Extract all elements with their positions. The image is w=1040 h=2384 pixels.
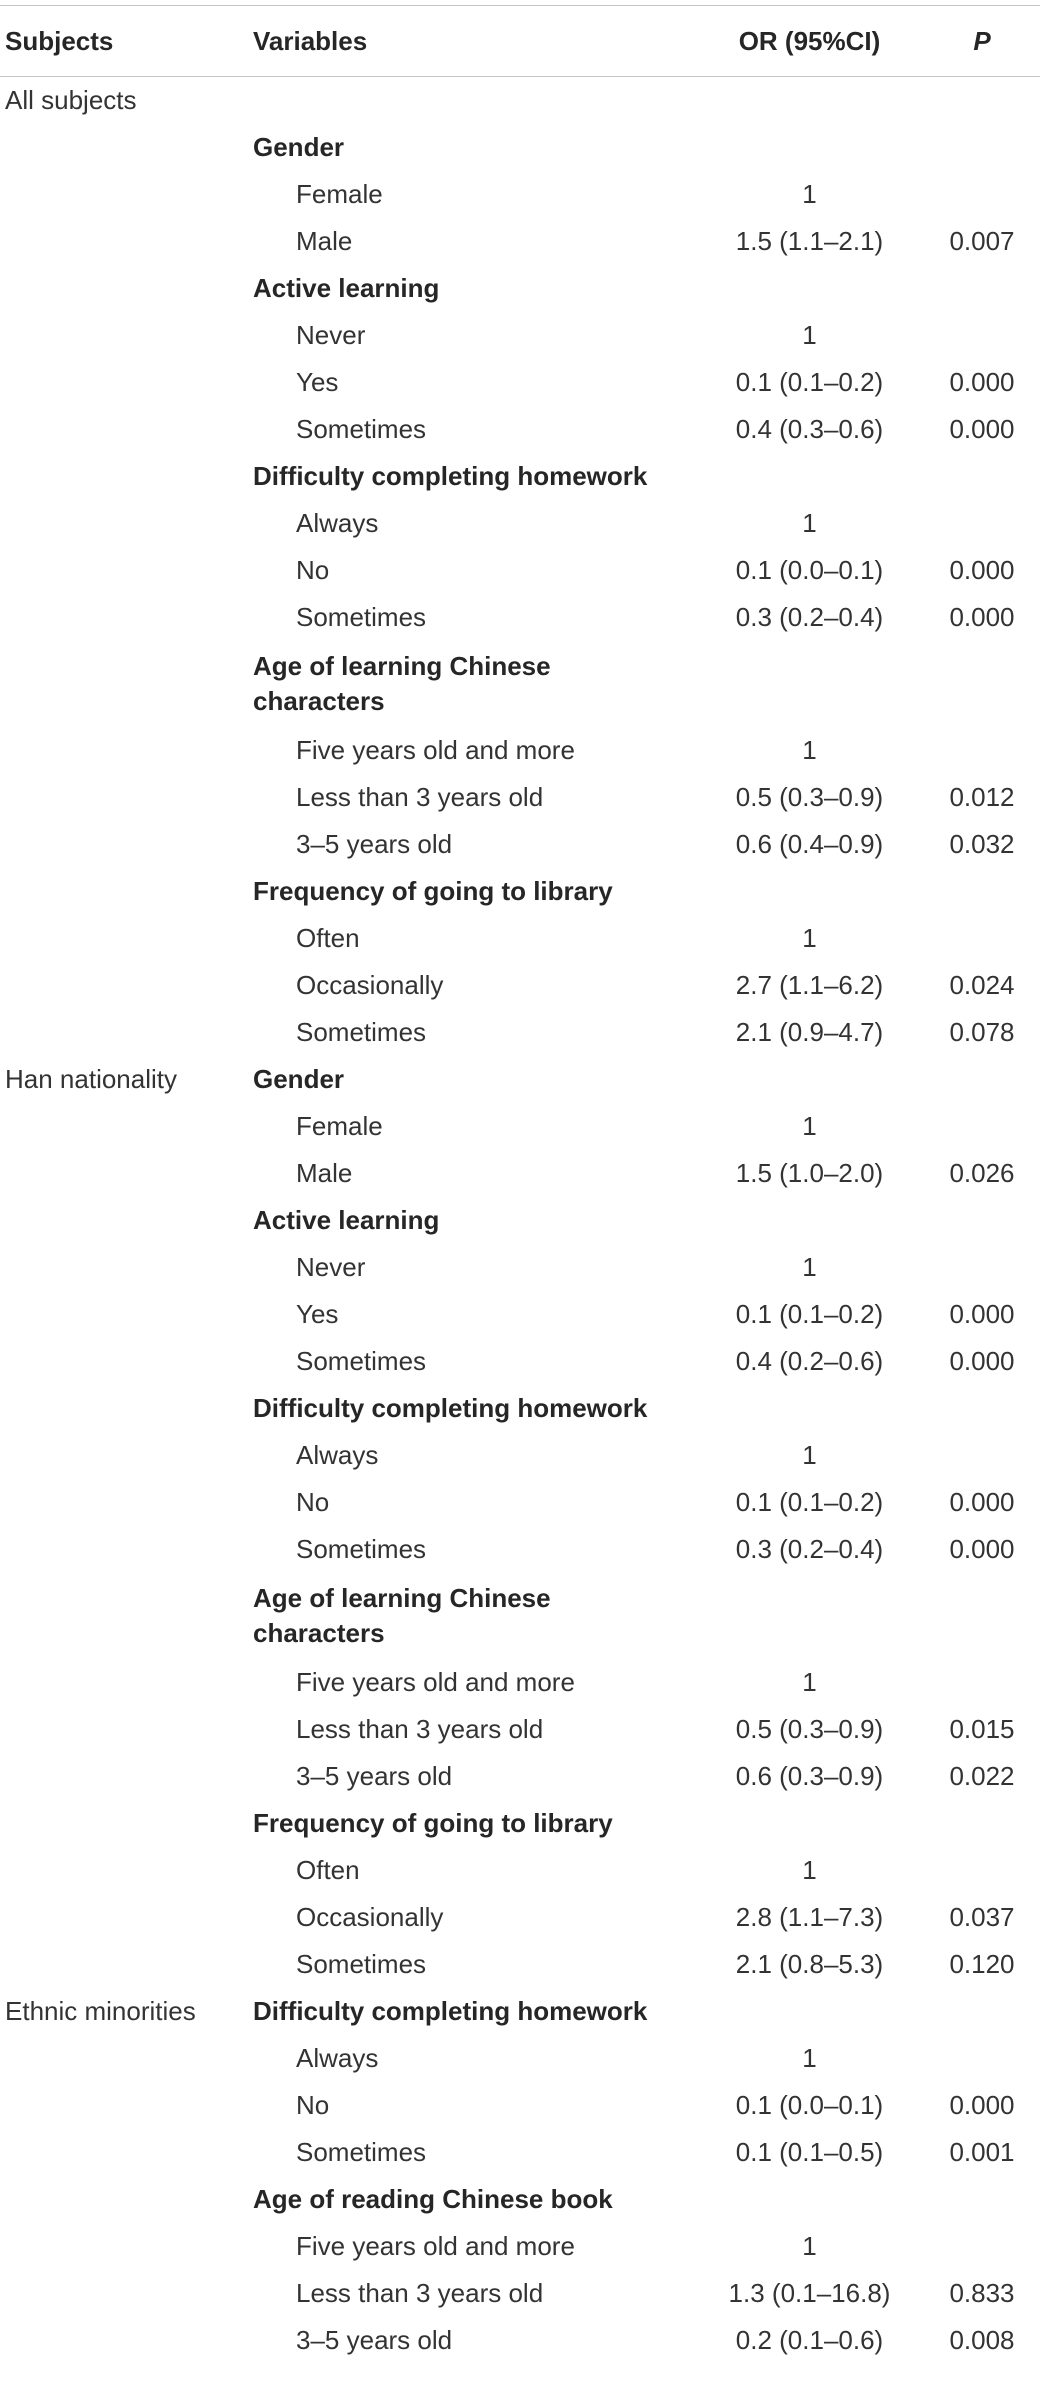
or-value: 0.6 (0.4–0.9) [735, 829, 884, 859]
table-row [0, 406, 1040, 453]
table-header [0, 6, 1040, 76]
group-row [0, 1573, 1040, 1659]
variable-level-label: Occasionally [296, 970, 444, 1000]
p-value: 0.000 [949, 2090, 1015, 2120]
variable-level-label: Always [296, 1440, 379, 1470]
p-value: 0.120 [949, 1949, 1015, 1979]
variable-level-label: Sometimes [296, 602, 427, 632]
or-value: 0.6 (0.3–0.9) [735, 1761, 884, 1791]
group-row [0, 1385, 1040, 1432]
p-value: 0.000 [949, 1346, 1015, 1376]
group-row [0, 1197, 1040, 1244]
p-value: 0.000 [949, 555, 1015, 585]
table-row [0, 2317, 1040, 2364]
variable-level-label: Sometimes [296, 414, 427, 444]
variable-level-label: Male [296, 1158, 353, 1188]
group-row [0, 641, 1040, 727]
variable-level-label: Sometimes [296, 1017, 427, 1047]
group-row [0, 1800, 1040, 1847]
variable-group-label: Age of reading Chinese book [253, 2184, 613, 2214]
subject-row [0, 77, 1040, 124]
p-value: 0.024 [949, 970, 1015, 1000]
variable-level-label: Female [296, 179, 383, 209]
or-value: 0.1 (0.1–0.2) [735, 1487, 884, 1517]
or-value: 1 [802, 2231, 817, 2261]
table-row [0, 2035, 1040, 2082]
table-row [0, 500, 1040, 547]
p-value: 0.026 [949, 1158, 1015, 1188]
or-value: 1 [802, 1855, 817, 1885]
p-value: 0.000 [949, 1487, 1015, 1517]
variable-level-label: Sometimes [296, 1534, 427, 1564]
or-value: 2.8 (1.1–7.3) [735, 1902, 884, 1932]
table-row [0, 218, 1040, 265]
table-row [0, 312, 1040, 359]
p-value: 0.000 [949, 414, 1015, 444]
subject-label: Han nationality [5, 1064, 177, 1094]
odds-ratio-table [0, 5, 1040, 2364]
table-row [0, 1291, 1040, 1338]
or-value: 1 [802, 320, 817, 350]
p-value: 0.007 [949, 226, 1015, 256]
table-row [0, 774, 1040, 821]
table-row [0, 1706, 1040, 1753]
table-row [0, 1479, 1040, 1526]
or-value: 1 [802, 1440, 817, 1470]
or-value: 1.5 (1.1–2.1) [735, 226, 884, 256]
p-value: 0.078 [949, 1017, 1015, 1047]
p-value: 0.022 [949, 1761, 1015, 1791]
variable-level-label: No [296, 555, 330, 585]
header-subjects: Subjects [5, 25, 114, 56]
table-row [0, 1244, 1040, 1291]
header-variables: Variables [253, 25, 368, 56]
table-row [0, 1753, 1040, 1800]
group-row [0, 124, 1040, 171]
variable-level-label: Occasionally [296, 1902, 444, 1932]
or-value: 1 [802, 1667, 817, 1697]
variable-level-label: Five years old and more [296, 735, 575, 765]
variable-level-label: No [296, 2090, 330, 2120]
p-value: 0.037 [949, 1902, 1015, 1932]
table-row [0, 2270, 1040, 2317]
table-body [0, 77, 1040, 2364]
table-row [0, 359, 1040, 406]
variable-level-label: Often [296, 923, 360, 953]
variable-level-label: No [296, 1487, 330, 1517]
variable-group-label: Frequency of going to library [253, 876, 613, 906]
table-row [0, 1432, 1040, 1479]
variable-level-label: Less than 3 years old [296, 2278, 544, 2308]
p-value: 0.000 [949, 1299, 1015, 1329]
or-value: 0.1 (0.0–0.1) [735, 555, 884, 585]
group-row [0, 2176, 1040, 2223]
table-row [0, 1894, 1040, 1941]
variable-level-label: Sometimes [296, 1346, 427, 1376]
table-row [0, 1338, 1040, 1385]
variable-level-label: Never [296, 320, 366, 350]
variable-group-label: Gender [253, 1064, 345, 1094]
variable-level-label: Less than 3 years old [296, 1714, 544, 1744]
variable-level-label: Always [296, 508, 379, 538]
variable-group-label: Active learning [253, 1205, 440, 1235]
variable-group-label: Difficulty completing homework [253, 1996, 648, 2026]
table-row [0, 821, 1040, 868]
table-row [0, 2082, 1040, 2129]
variable-group-label: Frequency of going to library [253, 1808, 613, 1838]
table-row [0, 1009, 1040, 1056]
subject-label: All subjects [5, 85, 137, 115]
p-value: 0.000 [949, 602, 1015, 632]
table-row [0, 2129, 1040, 2176]
table-row [0, 915, 1040, 962]
or-value: 1 [802, 1252, 817, 1282]
table-row [0, 962, 1040, 1009]
variable-level-label: Yes [296, 1299, 339, 1329]
variable-group-label: Age of learning Chinese characters [253, 651, 551, 716]
variable-level-label: Five years old and more [296, 1667, 575, 1697]
variable-level-label: Male [296, 226, 353, 256]
or-value: 2.1 (0.9–4.7) [735, 1017, 884, 1047]
or-value: 1 [802, 2043, 817, 2073]
or-value: 1.3 (0.1–16.8) [728, 2278, 891, 2308]
or-value: 2.7 (1.1–6.2) [735, 970, 884, 1000]
table-row [0, 1526, 1040, 1573]
variable-level-label: 3–5 years old [296, 829, 453, 859]
or-value: 1 [802, 735, 817, 765]
p-value: 0.001 [949, 2137, 1015, 2167]
table-row [0, 1847, 1040, 1894]
group-row [0, 1056, 1040, 1103]
variable-group-label: Age of learning Chinese characters [253, 1583, 551, 1648]
group-row [0, 265, 1040, 312]
or-value: 0.5 (0.3–0.9) [735, 782, 884, 812]
or-value: 0.4 (0.2–0.6) [735, 1346, 884, 1376]
or-value: 0.5 (0.3–0.9) [735, 1714, 884, 1744]
variable-level-label: Less than 3 years old [296, 782, 544, 812]
or-value: 0.3 (0.2–0.4) [735, 1534, 884, 1564]
table-row [0, 727, 1040, 774]
or-value: 0.1 (0.1–0.2) [735, 367, 884, 397]
variable-level-label: Female [296, 1111, 383, 1141]
group-row [0, 1988, 1040, 2035]
p-value: 0.833 [949, 2278, 1015, 2308]
variable-level-label: 3–5 years old [296, 2325, 453, 2355]
variable-level-label: 3–5 years old [296, 1761, 453, 1791]
or-value: 2.1 (0.8–5.3) [735, 1949, 884, 1979]
table-row [0, 1103, 1040, 1150]
variable-group-label: Gender [253, 132, 345, 162]
or-value: 1 [802, 923, 817, 953]
variable-level-label: Sometimes [296, 2137, 427, 2167]
variable-level-label: Always [296, 2043, 379, 2073]
or-value: 0.2 (0.1–0.6) [735, 2325, 884, 2355]
variable-level-label: Yes [296, 367, 339, 397]
variable-level-label: Never [296, 1252, 366, 1282]
p-value: 0.032 [949, 829, 1015, 859]
or-value: 0.1 (0.1–0.2) [735, 1299, 884, 1329]
table-row [0, 1150, 1040, 1197]
or-value: 0.1 (0.0–0.1) [735, 2090, 884, 2120]
header-p: P [973, 25, 991, 56]
table-row [0, 1659, 1040, 1706]
table-row [0, 547, 1040, 594]
variable-group-label: Difficulty completing homework [253, 1393, 648, 1423]
variable-group-label: Active learning [253, 273, 440, 303]
variable-level-label: Five years old and more [296, 2231, 575, 2261]
or-value: 0.1 (0.1–0.5) [735, 2137, 884, 2167]
or-value: 1 [802, 179, 817, 209]
or-value: 1 [802, 508, 817, 538]
or-value: 1.5 (1.0–2.0) [735, 1158, 884, 1188]
subject-label: Ethnic minorities [5, 1996, 196, 2026]
header-or: OR (95%CI) [738, 25, 881, 56]
table-row [0, 594, 1040, 641]
table-row [0, 2223, 1040, 2270]
variable-group-label: Difficulty completing homework [253, 461, 648, 491]
group-row [0, 868, 1040, 915]
group-row [0, 453, 1040, 500]
variable-level-label: Often [296, 1855, 360, 1885]
p-value: 0.000 [949, 1534, 1015, 1564]
p-value: 0.012 [949, 782, 1015, 812]
p-value: 0.008 [949, 2325, 1015, 2355]
variable-level-label: Sometimes [296, 1949, 427, 1979]
or-value: 0.4 (0.3–0.6) [735, 414, 884, 444]
p-value: 0.015 [949, 1714, 1015, 1744]
table-row [0, 1941, 1040, 1988]
or-value: 0.3 (0.2–0.4) [735, 602, 884, 632]
or-value: 1 [802, 1111, 817, 1141]
p-value: 0.000 [949, 367, 1015, 397]
table-row [0, 171, 1040, 218]
